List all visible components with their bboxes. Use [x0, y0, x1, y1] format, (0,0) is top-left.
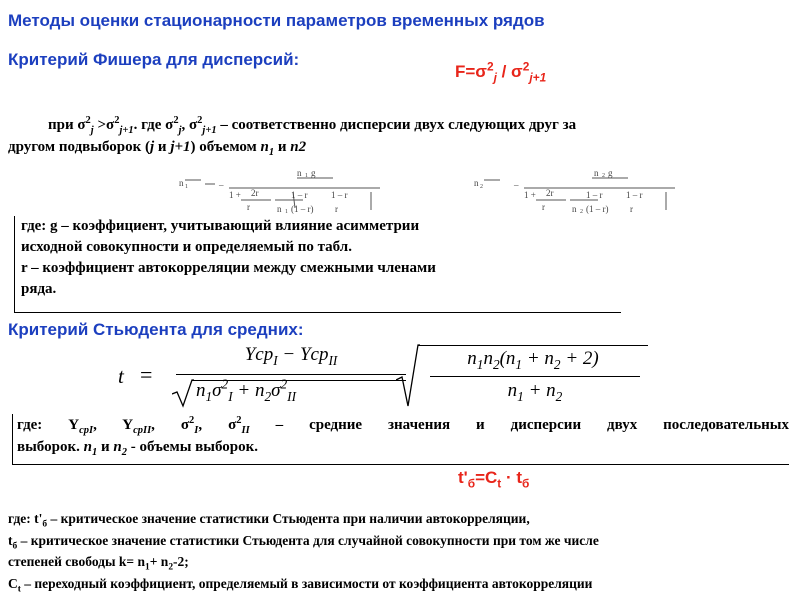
svg-text:n: n: [297, 168, 302, 178]
svg-text:1 – r: 1 – r: [291, 190, 308, 200]
svg-text:1 – r: 1 – r: [626, 190, 643, 200]
def-t-prime: где: $t'_б$ – критическое значение статистики Стьюдента при наличии автокорреляции,: [8, 511, 530, 530]
fisher-heading: Критерий Фишера для дисперсий:: [8, 50, 300, 69]
svg-text:(1 – r): (1 – r): [586, 204, 609, 214]
svg-text:–: –: [219, 180, 224, 190]
svg-text:2: 2: [580, 209, 583, 215]
svg-text:1 +: 1 +: [524, 190, 536, 200]
svg-text:2: 2: [480, 184, 483, 190]
svg-text:g: g: [608, 168, 613, 178]
def-t-b: $t_б$ – критическое значение статистики Стьюдента для случайной совокупности при том же числе: [8, 532, 599, 552]
def-ct: $C_t$ – переходный коэффициент, определяемый в зависимости от коэффициента автокорреляции: [8, 575, 593, 595]
svg-text:2: 2: [602, 173, 605, 179]
svg-text:1 – r: 1 – r: [586, 190, 603, 200]
svg-text:2r: 2r: [251, 188, 259, 198]
fisher-n1-formula-image: [175, 168, 390, 216]
svg-text:r: r: [247, 202, 250, 212]
fisher-note-r: r – коэффициент автокорреляции между смежными членами: [21, 260, 436, 276]
svg-text:1 – r: 1 – r: [331, 190, 348, 200]
svg-text:–: –: [514, 180, 519, 190]
svg-text:r: r: [630, 204, 633, 214]
svg-text:n: n: [572, 204, 577, 214]
svg-text:n: n: [474, 178, 479, 188]
svg-text:n: n: [179, 178, 184, 188]
fisher-n2-formula-image: [470, 168, 685, 216]
t-critical-formula: $t'_б=C_t \cdot t_б$: [458, 468, 530, 491]
svg-text:n: n: [277, 204, 282, 214]
svg-text:g: g: [311, 168, 316, 178]
student-where: где: $Y_{срI}$, $Y_{срII}$, $\sigma^2_I$, $\sigma^2_{II}$ – средние значения и дисперсии двух последовательных выборок. $n_1$ и $n_2$ - объемы выборок.: [12, 414, 789, 465]
fisher-condition: при $\sigma^2_j >\sigma^2_{j+1}$. где $\sigma^2_j$, $\sigma^2_{j+1}$ – соответственно дисперсии двух следующих друг за другом подвыборок (j и j+1) объемом $n_1$ и n2: [8, 115, 577, 158]
fisher-notes: [14, 216, 621, 313]
svg-text:1: 1: [185, 184, 188, 190]
student-definitions: [8, 508, 792, 594]
svg-text:1: 1: [285, 209, 288, 215]
svg-text:n: n: [594, 168, 599, 178]
svg-text:r: r: [542, 202, 545, 212]
page-title: Методы оценки стационарности параметров временных рядов: [8, 11, 545, 30]
def-degrees: степеней свободы $k= n_1+ n_2-2$;: [8, 554, 189, 573]
svg-text:(1 – r): (1 – r): [291, 204, 314, 214]
svg-text:1: 1: [305, 173, 308, 179]
fisher-note-r-cont: ряда.: [21, 281, 57, 297]
svg-text:r: r: [335, 204, 338, 214]
svg-text:1 +: 1 +: [229, 190, 241, 200]
fisher-note-g-cont: исходной совокупности и определяемый по табл.: [21, 239, 352, 255]
svg-text:2r: 2r: [546, 188, 554, 198]
fisher-formula: $F=\sigma^2_j / \sigma^2_{j+1}$: [455, 59, 547, 85]
student-heading: Критерий Стьюдента для средних:: [8, 320, 304, 339]
fisher-note-g: где: g – коэффициент, учитывающий влияние асимметрии: [21, 218, 420, 234]
student-formula: t = Ycp$_I$ − Ycp$_{II}$ $n_1\sigma^2_I + n_2\sigma^2_{II}$ $n_1n_2(n_1 + n_2 + 2)$ $n_1 + n_2$: [118, 344, 678, 410]
